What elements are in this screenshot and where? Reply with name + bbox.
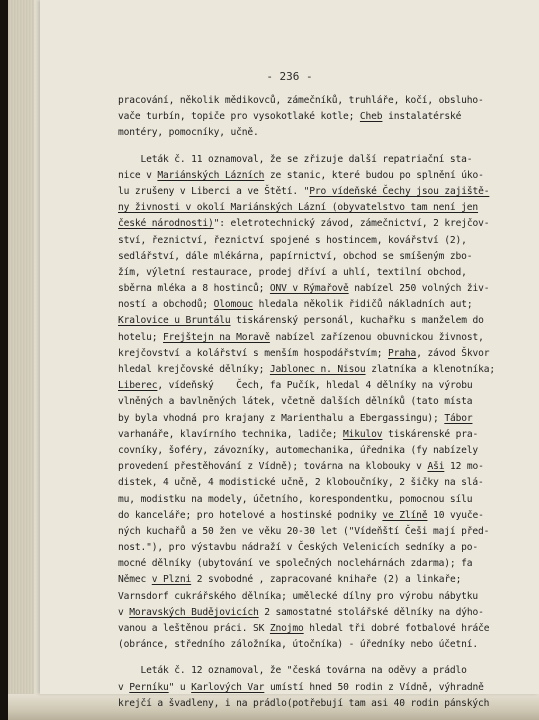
text-line [118, 168, 539, 184]
text-segment: hledala několik řidičů nákladních aut; [253, 299, 473, 311]
text-segment: nice v [118, 169, 158, 181]
underlined-text: Pro vídeňské Čechy jsou zajiště- [309, 185, 490, 197]
text-segment: krejčí a švadleny, i na prádlo(potřebují tam asi 40 rodin pánských [118, 697, 490, 709]
text-segment: v [118, 606, 130, 618]
text-segment: vače turbín, topiče pro vysokotlaké kotle; [118, 111, 360, 123]
text-segment: hotelu; [118, 331, 164, 343]
text-line [118, 572, 539, 588]
text-segment: " u [168, 681, 192, 693]
text-segment: mocné dělníky (ubytování ve společných noclehárnách zdarma); fa [118, 558, 473, 570]
underlined-text: Liberec [118, 380, 158, 392]
text-segment: 2 samostatné stolářské dělníky na dýho- [258, 606, 484, 618]
text-segment: ností a obchodů; [118, 299, 214, 311]
text-segment: tiskárenské pra- [382, 428, 479, 440]
text-line [118, 265, 539, 281]
book [8, 0, 539, 720]
text-line [118, 556, 539, 572]
text-line [118, 109, 539, 125]
underlined-text: české národnosti) [118, 218, 214, 230]
text-segment: Varnsdorf cukrářského dělníka; umělecké dílny pro výrobu nábytku [118, 590, 479, 602]
text-segment: varhanáře, klavírního technika, ladiče; [118, 428, 344, 440]
text-segment: v [118, 681, 130, 693]
text-line [118, 663, 539, 679]
text-line [118, 200, 539, 216]
underlined-text: Aši [427, 461, 445, 473]
text-line [118, 362, 539, 378]
text-line [118, 443, 539, 459]
underlined-text: Moravských Budějovicích [129, 606, 259, 618]
text-segment: (obránce, středního záložníka, útočníka) - úředníky nebo účetní. [118, 639, 479, 651]
text-line [118, 346, 539, 362]
text-segment: 12 mo- [444, 461, 484, 473]
underlined-text: Mikulov [343, 428, 383, 440]
text-segment: 2 svobodné , zapracované knihaře (2) a linkaře; [191, 574, 462, 586]
document-body [118, 93, 539, 712]
underlined-text: Znojmo [269, 623, 304, 634]
underlined-text: Cheb [359, 111, 383, 123]
text-segment: žím, výletní restaurace, prodej dříví a uhlí, textilní obchod, [118, 266, 467, 278]
text-segment: zlatníka a klenotníka; [365, 364, 495, 375]
underlined-text: ny živnosti v okolí Mariánských Lázní (obyvatelstvo tam není jen [118, 202, 479, 214]
text-line [118, 427, 539, 443]
text-segment: Leták č. 11 oznamoval, že se zřizuje další repatriační sta- [118, 153, 473, 165]
underlined-text: Frejštejn na Moravě [163, 331, 270, 343]
text-segment: sběrna mléka a 8 hostinců; [118, 283, 270, 295]
text-line [118, 152, 539, 168]
text-line [118, 394, 539, 410]
text-segment: nabízel 250 volných živ- [348, 283, 490, 295]
underlined-text: ONV v Rýmařově [269, 283, 349, 295]
underlined-text: v Plzni [151, 574, 192, 586]
document-page [40, 0, 539, 709]
text-segment: , vídeňský Čech, fa Pučík, hledal 4 dělníky na výrobu [157, 380, 473, 392]
text-segment: vanou a leštěnou práci. SK [118, 623, 270, 634]
text-segment: krejčovství a kolářství s menším hospodářstvím; [118, 347, 389, 359]
underlined-text: Kralovice u Bruntálu [118, 315, 231, 327]
text-line [118, 605, 539, 621]
text-segment: vlněných a bavlněných látek, včetně dalších dělníků (tato místa [118, 396, 473, 408]
underlined-text: Mariánských Lázních [157, 169, 265, 181]
underlined-text: Tábor [444, 412, 473, 424]
text-segment: ": eletrotechnický závod, zámečnictví, 2 krejčov- [213, 218, 490, 230]
page-number: - 236 - [266, 70, 313, 83]
text-segment: tiskárenský personál, kuchařku s manželem do [230, 315, 484, 327]
text-segment: umístí hned 50 rodin z Vídně, výhradně [264, 681, 484, 693]
text-line [118, 696, 539, 712]
text-segment: hledal krejčovské dělníky; [118, 364, 270, 375]
underlined-text: Jablonec n. Nisou [269, 364, 366, 375]
text-segment: ných kuchařů a 50 žen ve věku 20-30 let ("Vídeňští Češi mají před- [118, 525, 490, 537]
text-segment: nost."), pro výstavbu nádraží v Českých Velenicích sedníky a po- [118, 542, 479, 554]
text-segment: nabízel zařízenou obuvnickou živnost, [269, 331, 484, 343]
text-segment: do kanceláře; pro hotelové a hostinské podniky [118, 509, 383, 521]
text-segment: ze stanic, které budou po splnění úko- [264, 169, 484, 181]
text-segment: covníky, šoféry, závozníky, automechanika, úřednika (fy nabízely [118, 444, 479, 456]
text-line [118, 330, 539, 346]
text-line [118, 216, 539, 232]
text-segment: pracování, několik mědikovců, zámečníků, truhláře, kočí, obsluho- [118, 95, 484, 106]
text-segment: Němec [118, 574, 152, 586]
text-line [118, 249, 539, 265]
text-line [118, 680, 539, 696]
text-segment: distek, 4 učně, 4 modistické učně, 2 kloboučníky, 2 šičky na slá- [118, 477, 484, 489]
text-line [118, 184, 539, 200]
paragraph-gap [118, 142, 539, 152]
text-line [118, 492, 539, 508]
text-line [118, 540, 539, 556]
text-line [118, 378, 539, 394]
text-line [118, 313, 539, 329]
text-segment: 10 vyuče- [427, 509, 484, 521]
page-edges [8, 0, 34, 720]
text-segment: mu, modistku na modely, účetního, korespondentku, pomocnou sílu [118, 493, 473, 505]
text-segment: provedení přestěhování z Vídně); továrna na klobouky v [118, 461, 428, 473]
text-segment: Leták č. 12 oznamoval, že "česká továrna na oděvy a prádlo [118, 665, 467, 677]
text-segment: by byla vhodná pro krajany z Marienthalu a Ebergassingu); [118, 412, 445, 424]
underlined-text: ve Zlíně [382, 509, 428, 521]
text-line [118, 93, 539, 109]
text-line [118, 524, 539, 540]
text-segment: hledal tři dobré fotbalové hráče [303, 623, 490, 634]
text-line [118, 475, 539, 491]
text-segment: , závod Škvor [416, 347, 490, 359]
underlined-text: Perníku [129, 681, 169, 693]
text-line [118, 508, 539, 524]
text-line [118, 589, 539, 605]
text-line [118, 459, 539, 475]
paragraph-gap [118, 653, 539, 663]
text-segment: sedlářství, dále mlékárna, papírnictví, obchod se smíšeným zbo- [118, 250, 473, 262]
text-line [118, 621, 539, 637]
text-line [118, 411, 539, 427]
text-segment: ství, řeznictví, řeznictví spojené s hostincem, kovářství (2), [118, 234, 467, 246]
underlined-text: Olomouc [213, 299, 254, 311]
text-line [118, 233, 539, 249]
text-line [118, 297, 539, 313]
text-line [118, 281, 539, 297]
underlined-text: Praha [388, 347, 417, 359]
text-line [118, 125, 539, 141]
text-segment: montéry, pomocníky, učně. [118, 127, 259, 139]
text-segment: instalatérské [382, 111, 462, 123]
text-segment: lu zrušeny v Liberci a ve Štětí. " [118, 185, 310, 197]
text-line [118, 637, 539, 653]
underlined-text: Karlových Var [191, 681, 265, 693]
